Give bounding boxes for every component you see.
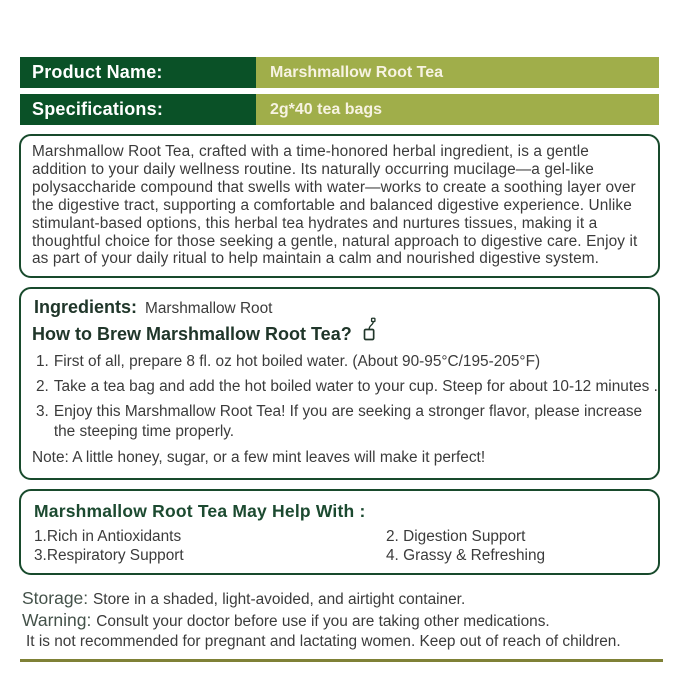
ingredients-label: Ingredients: [34, 297, 138, 318]
product-name-value: Marshmallow Root Tea [256, 57, 659, 88]
brew-step-1 [36, 352, 647, 372]
brew-heading: How to Brew Marshmallow Root Tea? [32, 323, 352, 344]
brewing-box [19, 287, 660, 480]
specifications-label: Specifications: [20, 94, 256, 125]
benefit-item: 2. Digestion Support [386, 528, 526, 546]
step-number: 2. [36, 378, 49, 396]
storage-text: Store in a shaded, light-avoided, and airtight container. [93, 591, 466, 609]
tea-bag-icon [361, 317, 378, 347]
warning-line-2: It is not recommended for pregnant and lactating women. Keep out of reach of children. [26, 633, 621, 651]
storage-line [22, 588, 659, 610]
footer-section [22, 588, 659, 662]
warning-label: Warning: [22, 610, 97, 631]
ingredients-value: Marshmallow Root [145, 300, 273, 318]
step-text: Enjoy this Marshmallow Root Tea! If you are seeking a stronger flavor, please increase the steeping time properly. [53, 403, 643, 441]
brew-step-2 [36, 377, 658, 397]
brew-note: Note: A little honey, sugar, or a few mint leaves will make it perfect! [32, 449, 486, 467]
description-box [19, 134, 660, 278]
specifications-value: 2g*40 tea bags [256, 94, 659, 125]
benefits-list [34, 528, 647, 565]
brew-heading-line [32, 321, 647, 347]
storage-label: Storage: [22, 588, 94, 609]
benefits-heading: Marshmallow Root Tea May Help With : [34, 501, 366, 522]
product-name-row [20, 57, 659, 88]
ingredients-line [34, 297, 647, 318]
bottom-divider [20, 659, 663, 662]
benefit-item: 3.Respiratory Support [34, 546, 184, 564]
step-number: 1. [36, 353, 49, 371]
benefit-item: 1.Rich in Antioxidants [34, 528, 182, 546]
step-text: First of all, prepare 8 fl. oz hot boiled water. (About 90-95°C/195-205°F) [53, 353, 541, 371]
step-number: 3. [36, 403, 49, 421]
description-text: Marshmallow Root Tea, crafted with a time-honored herbal ingredient, is a gentle addition to your daily wellness routine. Its naturally occurring mucilage—a gel-like polysaccharide compound that swells with water—works to create a soothing layer over the digestive tract, supporting a comfortable and balanced digestive experience. Unlike stimulant-based options, this herbal tea hydrates and nurtures tissues, making it a thoughtful choice for those seeking a gentle, natural approach to digestive care. Enjoy it as part of your daily ritual to help maintain a calm and nourished digestive system. [32, 143, 638, 268]
brew-step-3 [36, 402, 647, 442]
warning-line [22, 610, 659, 632]
step-text: Take a tea bag and add the hot boiled water to your cup. Steep for about 10-12 minutes . [53, 378, 658, 396]
product-name-label: Product Name: [20, 57, 256, 88]
specifications-row [20, 94, 659, 125]
benefit-item: 4. Grassy & Refreshing [386, 546, 546, 564]
brew-steps [36, 352, 658, 442]
warning-text: Consult your doctor before use if you are taking other medications. [96, 613, 550, 631]
benefits-box [19, 489, 660, 575]
